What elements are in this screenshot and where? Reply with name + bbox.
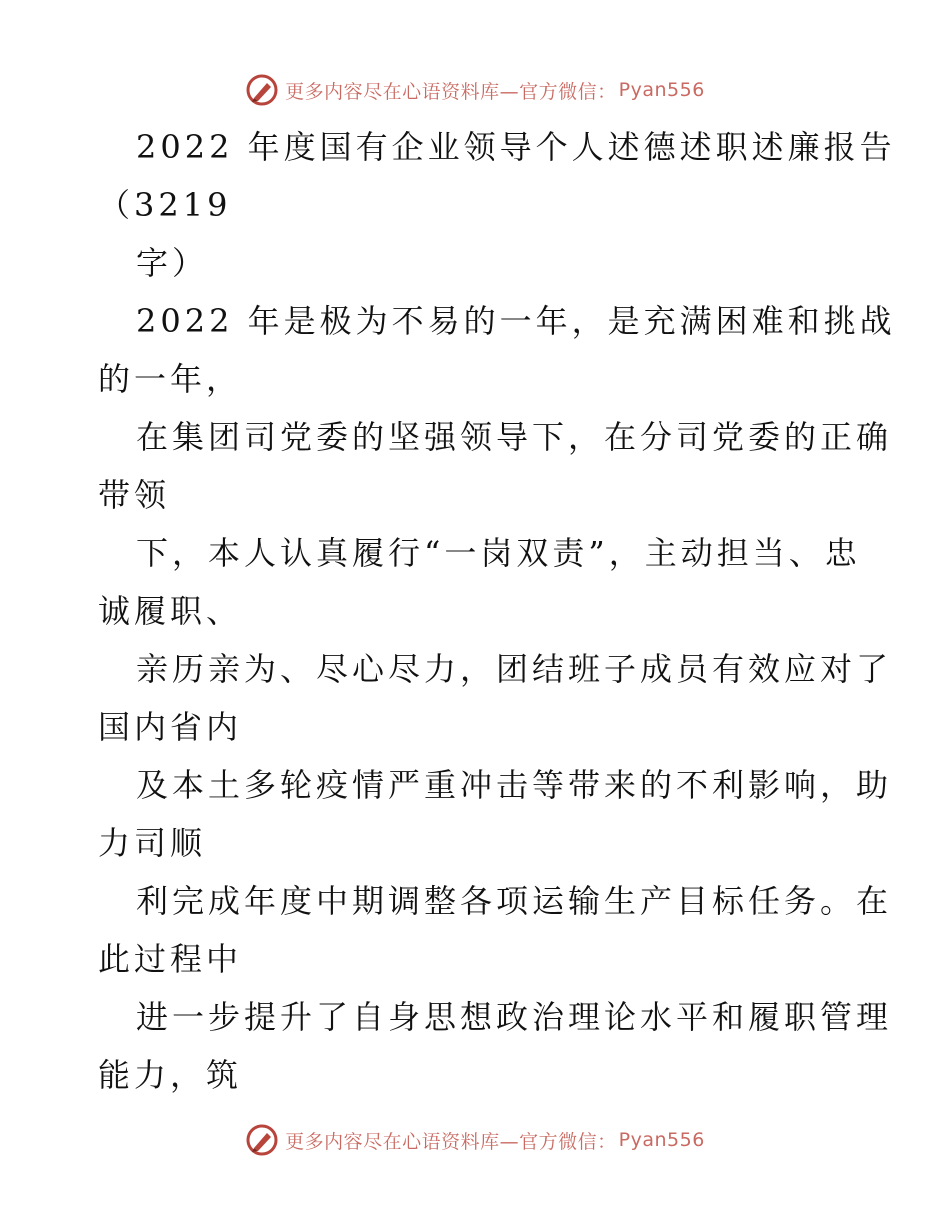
text-line: 带领 <box>98 476 171 514</box>
watermark-text: 更多内容尽在心语资料库—官方微信： <box>285 1130 617 1153</box>
pen-logo-icon <box>245 73 279 107</box>
text-line: 在集团司党委的坚强领导下，在分司党委的正确 <box>136 418 893 456</box>
header-watermark <box>0 70 950 110</box>
text-line: （3219 <box>98 186 232 224</box>
watermark-wechat-id: Pyan556 <box>618 1129 705 1151</box>
text-line: 下，本人认真履行“一岗双责”，主动担当、忠 <box>136 534 861 572</box>
text-line: 能力，筑 <box>98 1056 243 1094</box>
text-line: 此过程中 <box>98 940 243 978</box>
footer-watermark <box>0 1120 950 1160</box>
text-line: 亲历亲为、尽心尽力，团结班子成员有效应对了 <box>136 650 893 688</box>
watermark-text: 更多内容尽在心语资料库—官方微信： <box>285 80 617 103</box>
pen-logo-icon <box>245 1123 279 1157</box>
text-line: 力司顺 <box>98 824 207 862</box>
text-line: 及本土多轮疫情严重冲击等带来的不利影响，助 <box>136 766 893 804</box>
watermark-wechat-id: Pyan556 <box>618 79 705 101</box>
text-line: 2022 年度国有企业领导个人述德述职述廉报告 <box>136 128 896 166</box>
text-line: 的一年， <box>98 360 243 398</box>
text-line: 2022 年是极为不易的一年，是充满困难和挑战 <box>136 302 896 340</box>
text-line: 字） <box>136 244 209 282</box>
text-line: 进一步提升了自身思想政治理论水平和履职管理 <box>136 998 893 1036</box>
document-body <box>98 118 896 1104</box>
text-line: 利完成年度中期调整各项运输生产目标任务。在 <box>136 882 893 920</box>
text-line: 国内省内 <box>98 708 243 746</box>
text-line: 诚履职、 <box>98 592 243 630</box>
